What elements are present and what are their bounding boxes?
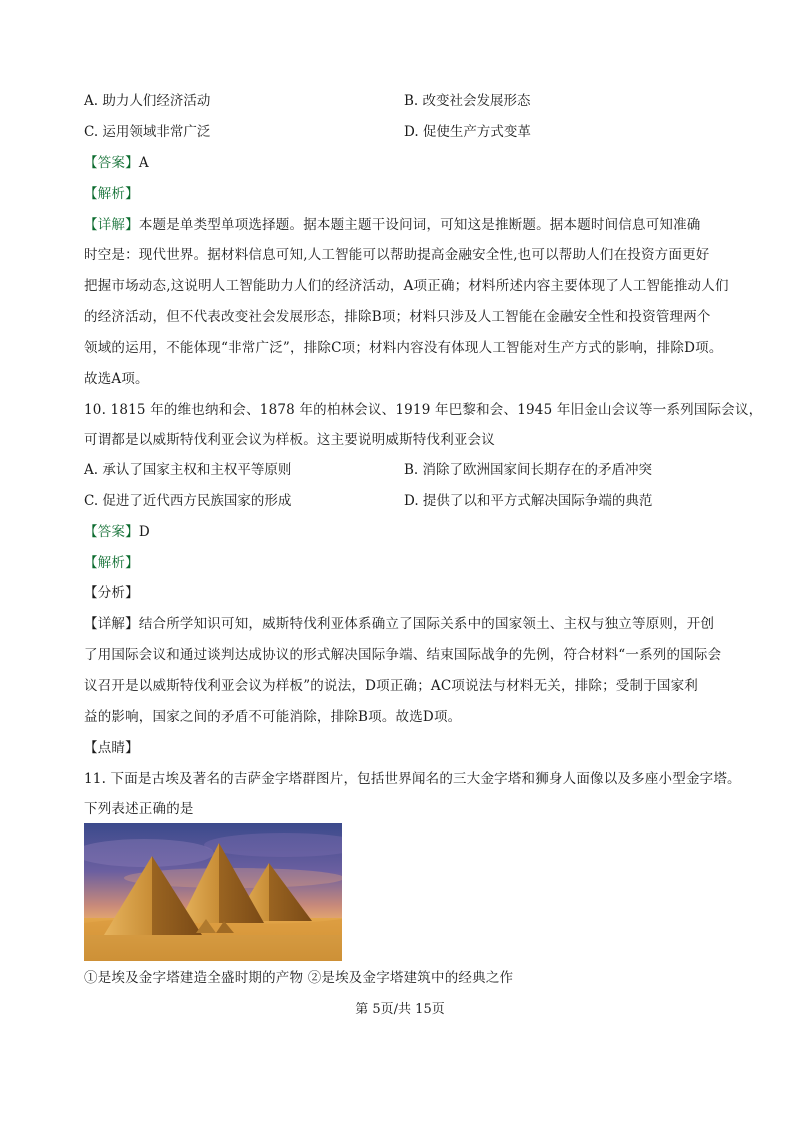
q9-answer xyxy=(84,153,149,173)
q9-detail-line-5: 领域的运用，不能体现“非常广泛”，排除C项；材料内容没有体现人工智能对生产方式的影响，排除D项。 xyxy=(84,340,723,356)
q10-answer xyxy=(84,522,150,542)
detail-tag: 【详解】 xyxy=(84,217,139,233)
q11-stem-line-1: 11. 下面是古埃及著名的吉萨金字塔群图片，包括世界闻名的三大金字塔和狮身人面像以及多座小型金字塔。 xyxy=(84,771,741,787)
analysis-tag: 【解析】 xyxy=(84,186,139,202)
q10-option-b: B. 消除了欧洲国家间长期存在的矛盾冲突 xyxy=(404,462,653,478)
q10-detail-line-4: 益的影响，国家之间的矛盾不可能消除，排除B项。故选D项。 xyxy=(84,709,462,725)
q10-analysis-heading xyxy=(84,553,139,573)
q9-option-d: D. 促使生产方式变革 xyxy=(404,124,531,140)
detail-tag: 【详解】 xyxy=(84,616,139,632)
q9-option-a: A. 助力人们经济活动 xyxy=(84,93,211,109)
q9-detail-line-1 xyxy=(84,215,701,235)
q11-stem-line-2: 下列表述正确的是 xyxy=(84,801,194,817)
q9-detail-line-4: 的经济活动，但不代表改变社会发展形态，排除B项；材料只涉及人工智能在金融安全性和投资管理两个 xyxy=(84,309,711,325)
q10-detail-line-2: 了用国际会议和通过谈判达成协议的形式解决国际争端、结束国际战争的先例，符合材料“一系列的国际会 xyxy=(84,647,722,663)
q9-option-b: B. 改变社会发展形态 xyxy=(404,93,531,109)
q9-detail-line-2: 时空是：现代世界。据材料信息可知,人工智能可以帮助提高金融安全性,也可以帮助人们在投资方面更好 xyxy=(84,247,710,263)
q11-statements: ①是埃及金字塔建造全盛时期的产物 ②是埃及金字塔建筑中的经典之作 xyxy=(84,970,514,986)
pyramids-photo xyxy=(84,823,342,961)
q10-option-c: C. 促进了近代西方民族国家的形成 xyxy=(84,493,292,509)
q10-option-a: A. 承认了国家主权和主权平等原则 xyxy=(84,462,292,478)
q9-option-c: C. 运用领域非常广泛 xyxy=(84,124,211,140)
answer-tag: 【答案】 xyxy=(84,524,139,540)
q10-dianjing-heading: 【点睛】 xyxy=(84,740,139,756)
q10-analysis2-heading: 【分析】 xyxy=(84,585,139,601)
answer-value: A xyxy=(138,155,149,171)
detail-text: 结合所学知识可知，威斯特伐利亚体系确立了国际关系中的国家领土、主权与独立等原则，开创 xyxy=(138,616,715,632)
q9-analysis-heading xyxy=(84,184,139,204)
q9-detail-line-3: 把握市场动态,这说明人工智能助力人们的经济活动，A项正确；材料所述内容主要体现了人工智能推动人们 xyxy=(84,278,729,294)
analysis-tag: 【解析】 xyxy=(84,555,139,571)
q10-detail-line-1 xyxy=(84,614,714,634)
q9-detail-line-6: 故选A项。 xyxy=(84,371,149,387)
detail-text: 本题是单类型单项选择题。据本题主题干设问词，可知这是推断题。据本题时间信息可知准确 xyxy=(138,217,701,233)
pyramids-illustration xyxy=(84,823,342,961)
answer-value: D xyxy=(138,524,150,540)
answer-tag: 【答案】 xyxy=(84,155,139,171)
q10-stem-line-2: 可谓都是以威斯特伐利亚会议为样板。这主要说明威斯特伐利亚会议 xyxy=(84,432,495,448)
page-footer: 第 5页/共 15页 xyxy=(355,1002,445,1017)
q10-detail-line-3: 议召开是以威斯特伐利亚会议为样板”的说法，D项正确；AC项说法与材料无关，排除；受制于国家利 xyxy=(84,678,699,694)
q10-option-d: D. 提供了以和平方式解决国际争端的典范 xyxy=(404,493,653,509)
q10-stem-line-1: 10. 1815 年的维也纳和会、1878 年的柏林会议、1919 年巴黎和会、1945 年旧金山会议等一系列国际会议， xyxy=(84,402,763,418)
